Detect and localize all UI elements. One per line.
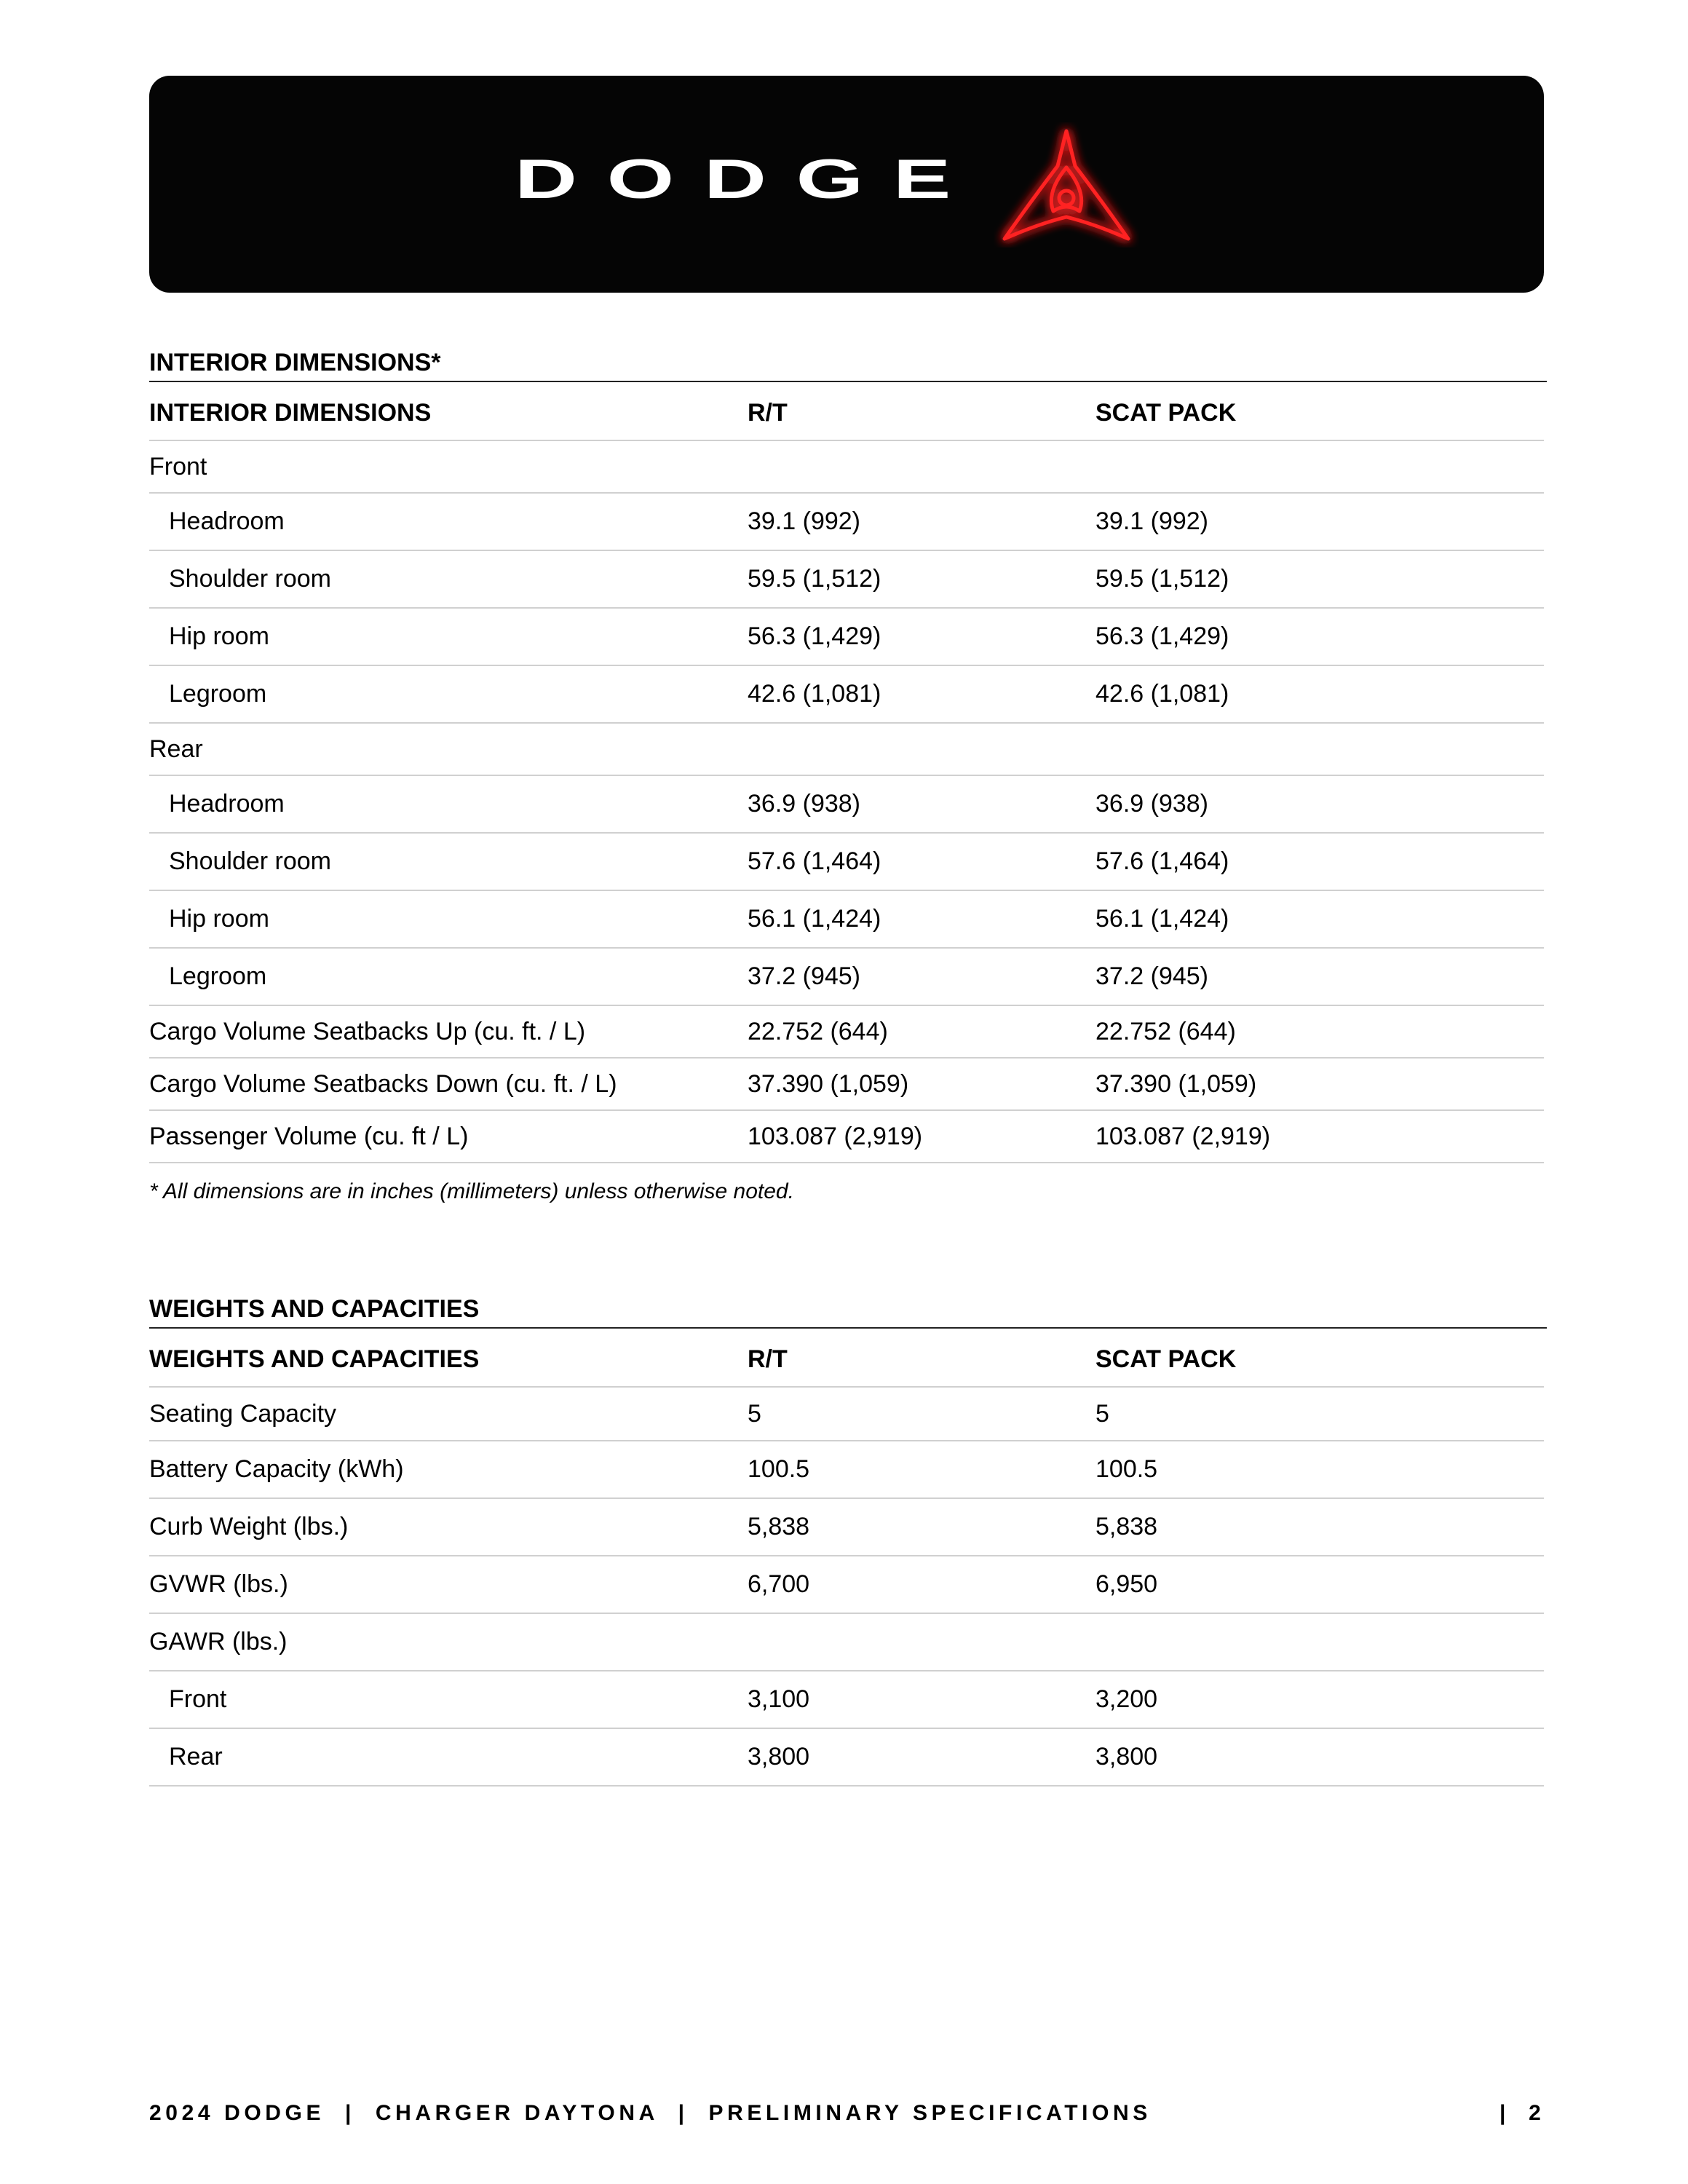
scat-pack-value: 56.1 (1,424) — [1095, 890, 1544, 948]
dodge-wordmark — [507, 141, 988, 220]
scat-pack-value: 37.2 (945) — [1095, 948, 1544, 1005]
table-row — [149, 1005, 1544, 1058]
rt-value: 56.1 (1,424) — [748, 890, 1095, 948]
rt-value: 22.752 (644) — [748, 1005, 1095, 1058]
table-row — [149, 1058, 1544, 1110]
svg-text:DODGE: DODGE — [515, 149, 980, 210]
row-label: Cargo Volume Seatbacks Down (cu. ft. / L) — [149, 1058, 748, 1110]
rt-value: 5 — [748, 1387, 1095, 1441]
row-label: Hip room — [149, 608, 748, 665]
table-row — [149, 890, 1544, 948]
rt-value: 100.5 — [748, 1441, 1095, 1498]
scat-pack-value: 39.1 (992) — [1095, 493, 1544, 550]
row-label: GAWR (lbs.) — [149, 1613, 748, 1671]
row-label: Headroom — [149, 775, 748, 833]
rt-value: 42.6 (1,081) — [748, 665, 1095, 723]
rt-value: 103.087 (2,919) — [748, 1110, 1095, 1163]
table-row — [149, 665, 1544, 723]
rt-value: 6,700 — [748, 1556, 1095, 1613]
table-row — [149, 550, 1544, 608]
interior-section-title: INTERIOR DIMENSIONS* — [149, 347, 1547, 382]
rt-value: 37.2 (945) — [748, 948, 1095, 1005]
table-row — [149, 1441, 1544, 1498]
table-row — [149, 1556, 1544, 1613]
scat-pack-value — [1095, 440, 1544, 493]
scat-pack-value: 57.6 (1,464) — [1095, 833, 1544, 890]
rt-value: 37.390 (1,059) — [748, 1058, 1095, 1110]
table-row — [149, 1387, 1544, 1441]
table-header-row — [149, 1333, 1544, 1387]
row-label: Rear — [149, 723, 748, 775]
rt-value: 56.3 (1,429) — [748, 608, 1095, 665]
column-header-scat-pack: SCAT PACK — [1095, 1333, 1544, 1387]
table-row — [149, 1613, 1544, 1671]
row-label: Cargo Volume Seatbacks Up (cu. ft. / L) — [149, 1005, 748, 1058]
scat-pack-value: 5,838 — [1095, 1498, 1544, 1556]
column-header-rt: R/T — [748, 1333, 1095, 1387]
row-label: Headroom — [149, 493, 748, 550]
row-label: Shoulder room — [149, 550, 748, 608]
scat-pack-value: 37.390 (1,059) — [1095, 1058, 1544, 1110]
weights-capacities-table — [149, 1333, 1544, 1787]
rt-value — [748, 1613, 1095, 1671]
rt-value: 3,800 — [748, 1728, 1095, 1786]
row-label: GVWR (lbs.) — [149, 1556, 748, 1613]
scat-pack-value: 100.5 — [1095, 1441, 1544, 1498]
row-label: Shoulder room — [149, 833, 748, 890]
table-row — [149, 1498, 1544, 1556]
table-row — [149, 1728, 1544, 1786]
column-header-rt: R/T — [748, 387, 1095, 440]
column-header-label: INTERIOR DIMENSIONS — [149, 387, 748, 440]
table-row — [149, 1110, 1544, 1163]
scat-pack-value: 59.5 (1,512) — [1095, 550, 1544, 608]
row-label: Front — [149, 1671, 748, 1728]
table-row — [149, 440, 1544, 493]
scat-pack-value: 6,950 — [1095, 1556, 1544, 1613]
footer-document-title: 2024 DODGE | CHARGER DAYTONA | PRELIMINARY SPECIFICATIONS — [149, 2101, 1152, 2125]
scat-pack-value: 56.3 (1,429) — [1095, 608, 1544, 665]
table-row — [149, 608, 1544, 665]
weights-section-title: WEIGHTS AND CAPACITIES — [149, 1293, 1547, 1329]
footer-page-number: | 2 — [1499, 2101, 1545, 2125]
rt-value: 3,100 — [748, 1671, 1095, 1728]
row-label: Rear — [149, 1728, 748, 1786]
table-header-row — [149, 387, 1544, 440]
dimensions-footnote: * All dimensions are in inches (millimeters) unless otherwise noted. — [149, 1179, 794, 1203]
rt-value: 36.9 (938) — [748, 775, 1095, 833]
column-header-label: WEIGHTS AND CAPACITIES — [149, 1333, 748, 1387]
row-label: Front — [149, 440, 748, 493]
row-label: Legroom — [149, 665, 748, 723]
table-row — [149, 775, 1544, 833]
row-label: Battery Capacity (kWh) — [149, 1441, 748, 1498]
scat-pack-value: 36.9 (938) — [1095, 775, 1544, 833]
row-label: Hip room — [149, 890, 748, 948]
column-header-scat-pack: SCAT PACK — [1095, 387, 1544, 440]
row-label: Curb Weight (lbs.) — [149, 1498, 748, 1556]
scat-pack-value: 5 — [1095, 1387, 1544, 1441]
dodge-emblem-icon — [994, 122, 1139, 248]
rt-value: 39.1 (992) — [748, 493, 1095, 550]
table-row — [149, 1671, 1544, 1728]
rt-value — [748, 440, 1095, 493]
scat-pack-value: 22.752 (644) — [1095, 1005, 1544, 1058]
table-row — [149, 948, 1544, 1005]
rt-value — [748, 723, 1095, 775]
table-row — [149, 493, 1544, 550]
scat-pack-value — [1095, 723, 1544, 775]
scat-pack-value: 3,200 — [1095, 1671, 1544, 1728]
rt-value: 57.6 (1,464) — [748, 833, 1095, 890]
table-row — [149, 833, 1544, 890]
table-row — [149, 723, 1544, 775]
row-label: Seating Capacity — [149, 1387, 748, 1441]
rt-value: 59.5 (1,512) — [748, 550, 1095, 608]
scat-pack-value — [1095, 1613, 1544, 1671]
scat-pack-value: 42.6 (1,081) — [1095, 665, 1544, 723]
interior-dimensions-table — [149, 387, 1544, 1163]
row-label: Legroom — [149, 948, 748, 1005]
row-label: Passenger Volume (cu. ft / L) — [149, 1110, 748, 1163]
scat-pack-value: 3,800 — [1095, 1728, 1544, 1786]
rt-value: 5,838 — [748, 1498, 1095, 1556]
scat-pack-value: 103.087 (2,919) — [1095, 1110, 1544, 1163]
brand-banner — [149, 76, 1544, 293]
